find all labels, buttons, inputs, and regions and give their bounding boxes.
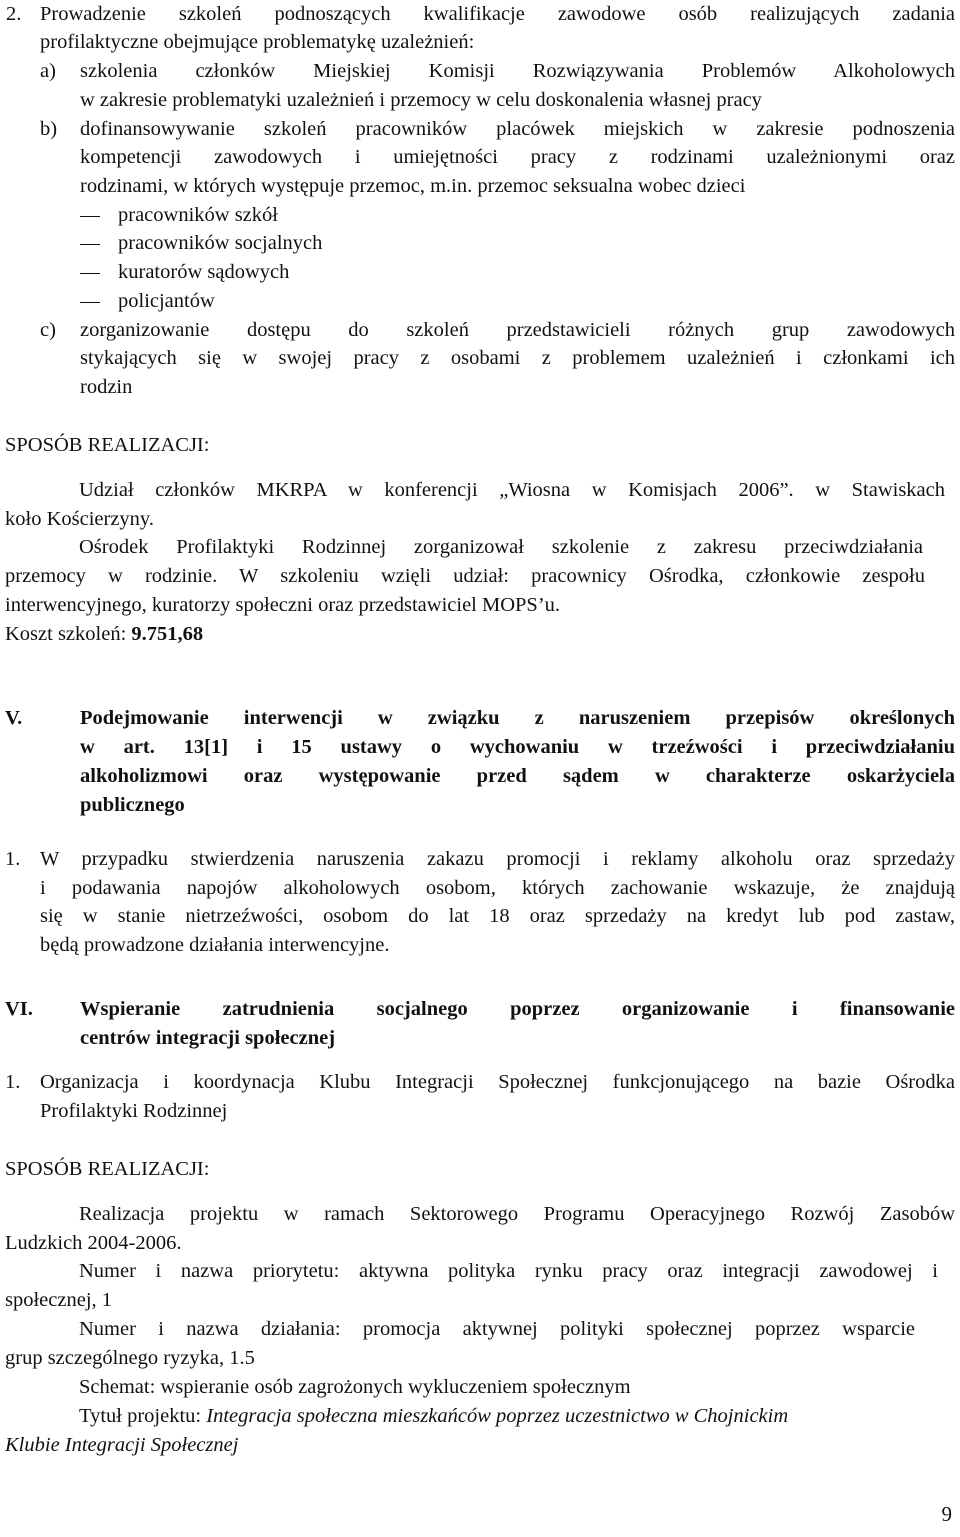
realization-heading: SPOSÓB REALIZACJI: <box>5 1158 210 1180</box>
page-number: 9 <box>941 1502 952 1526</box>
realization-p2-line-3: interwencyjnego, kuratorzy społeczni oraz przedstawiciel MOPS’u. <box>5 594 561 616</box>
dash-item: kuratorów sądowych <box>118 261 290 283</box>
section-v-title-line-2: w art. 13[1] i 15 ustawy o wychowaniu w trzeźwości i przeciwdziałaniu <box>80 736 955 758</box>
section-vi-item-line-1: Organizacja i koordynacja Klubu Integracji Społecznej funkcjonującego na bazie Ośrodka <box>40 1071 955 1093</box>
cost-line <box>5 620 203 649</box>
cost-label: Koszt szkoleń: <box>5 623 132 645</box>
item-2c-label: c) <box>40 319 56 341</box>
realization-r2-line-1: Numer i nazwa priorytetu: aktywna polityka rynku pracy oraz integracji zawodowej i <box>79 1260 938 1282</box>
project-title-text: Integracja społeczna mieszkańców poprzez uczestnictwo w Chojnickim <box>206 1405 789 1427</box>
dash-bullet <box>80 244 100 245</box>
item-2a-label: a) <box>40 60 56 82</box>
dash-item: pracowników socjalnych <box>118 232 323 254</box>
section-v-title-line-4: publicznego <box>80 794 185 816</box>
project-title-label: Tytuł projektu: <box>79 1405 207 1427</box>
dash-item: pracowników szkół <box>118 204 278 226</box>
realization-p1-line-2: koło Kościerzyny. <box>5 508 154 530</box>
dash-bullet <box>80 273 100 274</box>
dash-bullet <box>80 216 100 217</box>
item-2b-line-3: rodzinami, w których występuje przemoc, m.in. przemoc seksualna wobec dzieci <box>80 175 746 197</box>
item-2-title-line-1: Prowadzenie szkoleń podnoszących kwalifikacje zawodowe osób realizujących zadania <box>40 3 955 25</box>
realization-p2-line-1: Ośrodek Profilaktyki Rodzinnej zorganizował szkolenie z zakresu przeciwdziałania <box>79 536 923 558</box>
section-vi-item-line-2: Profilaktyki Rodzinnej <box>40 1100 228 1122</box>
item-2a-line-1: szkolenia członków Miejskiej Komisji Rozwiązywania Problemów Alkoholowych <box>80 60 955 82</box>
item-2c-line-1: zorganizowanie dostępu do szkoleń przedstawicieli różnych grup zawodowych <box>80 319 955 341</box>
cost-value: 9.751,68 <box>131 623 204 645</box>
section-vi-item-number: 1. <box>5 1071 21 1093</box>
section-v-title-line-3: alkoholizmowi oraz występowanie przed sądem w charakterze oskarżyciela <box>80 765 955 787</box>
realization-p2-line-2: przemocy w rodzinie. W szkoleniu wzięli udział: pracownicy Ośrodka, członkowie zespołu <box>5 565 925 587</box>
item-2-number: 2. <box>6 3 22 25</box>
dash-bullet <box>80 302 100 303</box>
realization-r4: Schemat: wspieranie osób zagrożonych wykluczeniem społecznym <box>79 1376 631 1398</box>
section-v-item-line-2: i podawania napojów alkoholowych osobom, których zachowanie wskazuje, że znajdują <box>40 877 955 899</box>
realization-heading: SPOSÓB REALIZACJI: <box>5 434 210 456</box>
section-v-item-line-3: się w stanie nietrzeźwości, osobom do lat 18 oraz sprzedaży na kredyt lub pod zastaw, <box>40 905 955 927</box>
item-2b-label: b) <box>40 118 58 140</box>
realization-r3-line-1: Numer i nazwa działania: promocja aktywnej polityki społecznej poprzez wsparcie <box>79 1318 915 1340</box>
project-title-line-1 <box>79 1402 788 1431</box>
section-v-title-line-1: Podejmowanie interwencji w związku z naruszeniem przepisów określonych <box>80 707 955 729</box>
item-2a-line-2: w zakresie problematyki uzależnień i przemocy w celu doskonalenia własnej pracy <box>80 89 762 111</box>
item-2b-line-1: dofinansowywanie szkoleń pracowników placówek miejskich w zakresie podnoszenia <box>80 118 955 140</box>
section-vi-title-line-1: Wspieranie zatrudnienia socjalnego poprzez organizowanie i finansowanie <box>80 998 955 1020</box>
realization-r1-line-2: Ludzkich 2004-2006. <box>5 1232 182 1254</box>
realization-r2-line-2: społecznej, 1 <box>5 1289 113 1311</box>
project-title-line-2: Klubie Integracji Społecznej <box>5 1434 239 1456</box>
section-v-item-line-4: będą prowadzone działania interwencyjne. <box>40 934 390 956</box>
realization-r1-line-1: Realizacja projektu w ramach Sektorowego Programu Operacyjnego Rozwój Zasobów <box>79 1203 955 1225</box>
section-v-item-line-1: W przypadku stwierdzenia naruszenia zakazu promocji i reklamy alkoholu oraz sprzedaży <box>40 848 955 870</box>
item-2c-line-3: rodzin <box>80 376 133 398</box>
section-vi-title-line-2: centrów integracji społecznej <box>80 1027 336 1049</box>
item-2-title-line-2: profilaktyczne obejmujące problematykę uzależnień: <box>40 31 475 53</box>
section-vi-number: VI. <box>5 998 33 1020</box>
section-v-item-number: 1. <box>5 848 21 870</box>
realization-p1-line-1: Udział członków MKRPA w konferencji „Wiosna w Komisjach 2006”. w Stawiskach <box>79 479 945 501</box>
section-v-number: V. <box>5 707 23 729</box>
item-2c-line-2: stykających się w swojej pracy z osobami z problemem uzależnień i członkami ich <box>80 347 955 369</box>
realization-r3-line-2: grup szczególnego ryzyka, 1.5 <box>5 1347 255 1369</box>
item-2b-line-2: kompetencji zawodowych i umiejętności pracy z rodzinami uzależnionymi oraz <box>80 146 955 168</box>
dash-item: policjantów <box>118 290 215 312</box>
